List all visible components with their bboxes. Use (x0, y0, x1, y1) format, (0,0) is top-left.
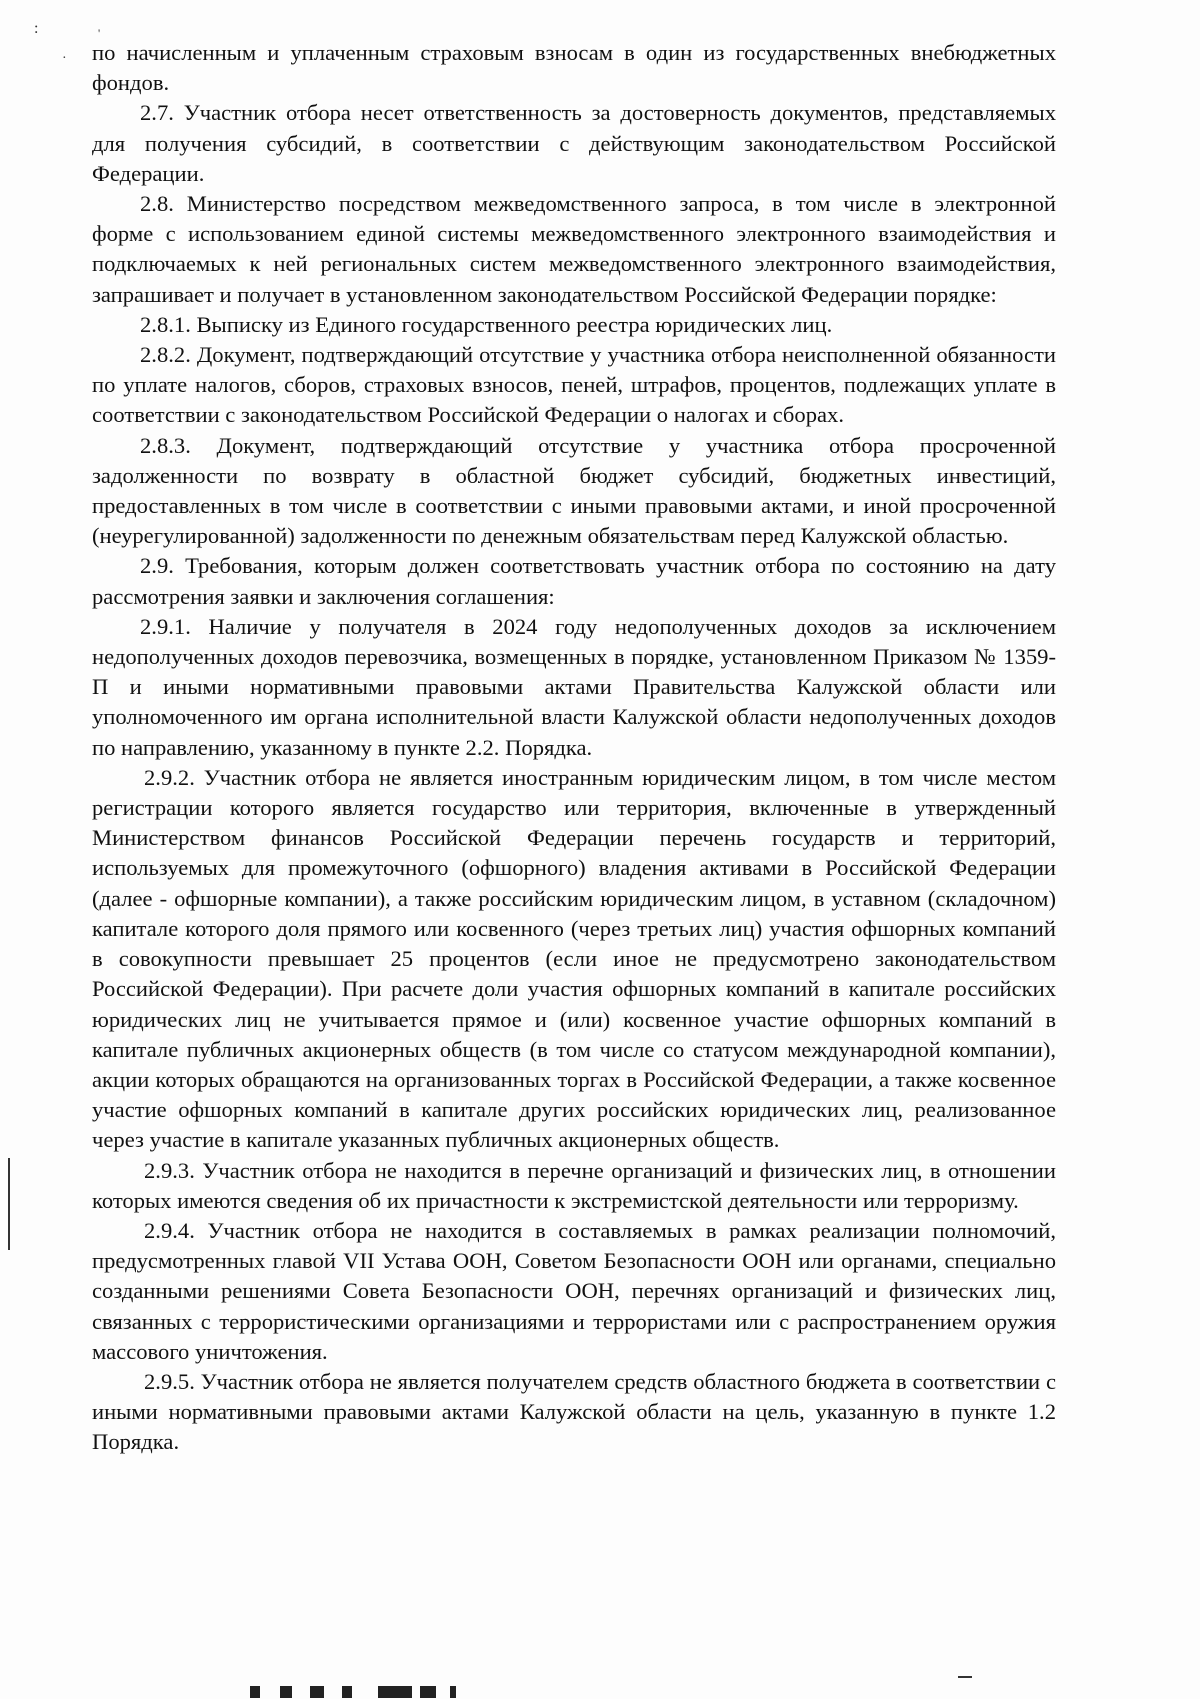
paragraph-continuation: по начисленным и уплаченным страховым взносам в один из государственных внебюджетных фондов. (92, 40, 1056, 96)
paragraph-2-9-1: 2.9.1. Наличие у получателя в 2024 году недополученных доходов за исключением недополученных доходов перевозчика, возмещенных в порядке, установленном Приказом № 1359-П и иными нормативными правовыми актами Правительства Калужской области или уполномоченного им органа исполнительной власти Калужской области недополученных доходов по направлению, указанному в пункте 2.2. Порядка. (92, 613, 1056, 760)
footer-dash (958, 1676, 972, 1678)
paragraph-2-9-3: 2.9.3. Участник отбора не находится в перечне организаций и физических лиц, в отношении которых имеются сведения об их причастности к экстремистской деятельности или терроризму. (92, 1157, 1056, 1213)
paragraph-2-8-2: 2.8.2. Документ, подтверждающий отсутствие у участника отбора неисполненной обязанности по уплате налогов, сборов, страховых взносов, пеней, штрафов, процентов, подлежащих уплате в соответствии с законодательством Российской Федерации о налогах и сборах. (92, 342, 1056, 428)
paragraph-2-8-1: 2.8.1. Выписку из Единого государственного реестра юридических лиц. (140, 311, 833, 337)
paragraph-2-9: 2.9. Требования, которым должен соответствовать участник отбора по состоянию на дату рассмотрения заявки и заключения соглашения: (92, 553, 1056, 609)
scan-mark: · (62, 51, 67, 66)
margin-line (8, 1158, 10, 1250)
paragraph-2-9-5: 2.9.5. Участник отбора не является получателем средств областного бюджета в соответствии с иными нормативными правовыми актами Калужской области на цель, указанную в пункте 1.2 Порядка. (92, 1368, 1056, 1455)
scan-mark: : (34, 20, 39, 37)
document-body (92, 38, 1056, 1458)
paragraph-2-9-4: 2.9.4. Участник отбора не находится в составляемых в рамках реализации полномочий, предусмотренных главой VII Устава ООН, Советом Безопасности ООН или органами, специально созданными решениями Совета Безопасности ООН, перечнях организаций и физических лиц, связанных с террористическими организациями и террористами или с распространением оружия массового уничтожения. (92, 1217, 1056, 1364)
scan-mark: ' (98, 26, 101, 40)
footer-cut-off-text (250, 1680, 510, 1699)
paragraph-2-7: 2.7. Участник отбора несет ответственность за достоверность документов, представляемых для получения субсидий, в соответствии с действующим законодательством Российской Федерации. (92, 100, 1056, 186)
paragraph-2-8: 2.8. Министерство посредством межведомственного запроса, в том числе в электронной форме с использованием единой системы межведомственного электронного взаимодействия и подключаемых к ней региональных систем межведомственного электронного взаимодействия, запрашивает и получает в установленном законодательством Российской Федерации порядке: (92, 191, 1056, 307)
paragraph-2-8-3: 2.8.3. Документ, подтверждающий отсутствие у участника отбора просроченной задолженности по возврату в областной бюджет субсидий, бюджетных инвестиций, предоставленных в том числе в соответствии с иными правовыми актами, и иной просроченной (неурегулированной) задолженности по денежным обязательствам перед Калужской областью. (92, 432, 1056, 549)
paragraph-2-9-2: 2.9.2. Участник отбора не является иностранным юридическим лицом, в том числе местом регистрации которого является государство или территория, включенные в утвержденный Министерством финансов Российской Федерации перечень государств и территорий, используемых для промежуточного (офшорного) владения активами в Российской Федерации (далее - офшорные компании), а также российским юридическим лицом, в уставном (складочном) капитале которого доля прямого или косвенного (через третьих лиц) участия офшорных компаний в совокупности превышает 25 процентов (если иное не предусмотрено законодательством Российской Федерации). При расчете доли участия офшорных компаний в капитале российских юридических лиц не учитывается прямое и (или) косвенное участие офшорных компаний в капитале публичных акционерных обществ (в том числе со статусом международной компании), акции которых обращаются на организованных торгах в Российской Федерации, а также косвенное участие офшорных компаний в капитале других российских юридических лиц, реализованное через участие в капитале указанных публичных акционерных обществ. (92, 764, 1056, 1153)
